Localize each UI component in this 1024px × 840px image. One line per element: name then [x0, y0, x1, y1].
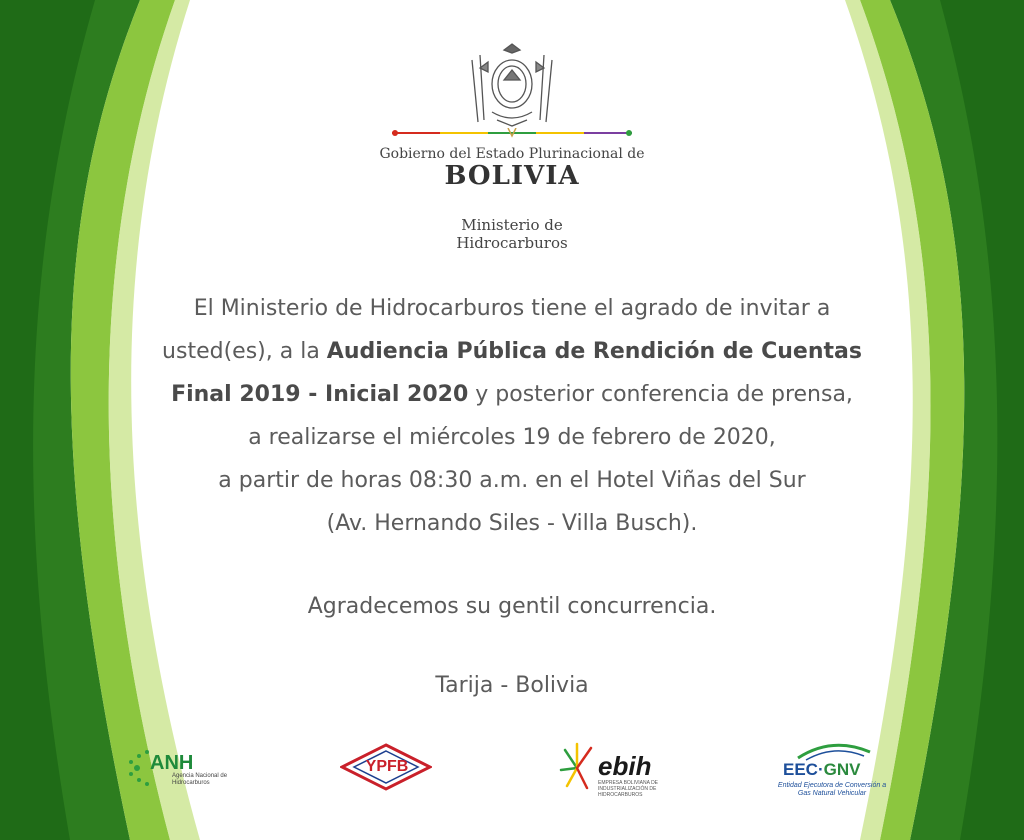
coat-of-arms-icon	[462, 40, 562, 130]
invitation-part2: y posterior conferencia de prensa,	[468, 382, 853, 407]
eec-gnv-subtitle: Entidad Ejecutora de Conversión a Gas Natural Vehicular	[777, 782, 887, 797]
country-title: BOLIVIA	[444, 161, 580, 191]
ministry-line-1: Ministerio de	[461, 216, 563, 234]
invitation-part1: El Ministerio de Hidrocarburos tiene el agrado de invitar a usted(es), a la	[162, 296, 831, 364]
bolivia-tricolor-line	[392, 128, 632, 138]
ebih-logo-text: ebih	[598, 751, 652, 781]
gnv-text: GNV	[823, 760, 861, 779]
eec-text: EEC	[783, 760, 818, 779]
ypfb-logo-text: YPFB	[365, 758, 409, 775]
government-line: Gobierno del Estado Plurinacional de	[379, 146, 645, 162]
anh-logo-subtitle: Agencia Nacional de Hidrocarburos	[172, 773, 228, 786]
invitation-text	[150, 287, 874, 545]
invitation-address: (Av. Hernando Siles - Villa Busch).	[326, 511, 698, 536]
invitation-time: a partir de horas 08:30 a.m. en el Hotel Viñas del Sur	[218, 468, 806, 493]
anh-logo-text: ANH	[150, 752, 194, 774]
place-text: Tarija - Bolivia	[435, 673, 589, 698]
eec-gnv-logo-text: EEC·GNV	[783, 760, 861, 779]
event-name: Audiencia Pública de Rendición de Cuentas Final 2019 - Inicial 2020	[171, 339, 862, 407]
invitation-date: a realizarse el miércoles 19 de febrero de 2020,	[248, 425, 776, 450]
ministry-line-2: Hidrocarburos	[456, 234, 568, 252]
thanks-text: Agradecemos su gentil concurrencia.	[307, 594, 717, 619]
ebih-logo-subtitle: EMPRESA BOLIVIANA DE INDUSTRIALIZACIÓN DE HIDROCARBUROS	[598, 780, 659, 798]
